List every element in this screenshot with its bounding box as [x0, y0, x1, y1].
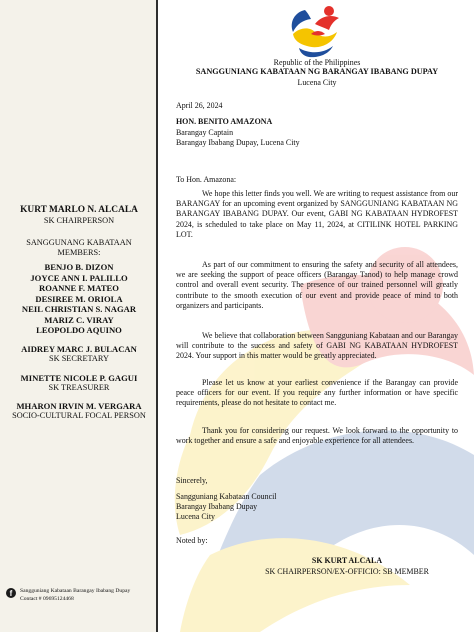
letter-paragraph: We hope this letter finds you well. We are writing to request assistance from our BARANGAY for an upcoming event organized by SANGGUNIANG KABATAAN NG BARANGAY IBABANG DUPAY. Our event, GABI NG KABATAAN HYDROFEST 2024, is scheduled to take place on May 11, 2024, at CITILINK HOTEL PARKING LOT. — [176, 189, 458, 239]
sk-logo — [285, 4, 345, 58]
treasurer-title: SK TREASURER — [48, 383, 110, 393]
member-name: JOYCE ANN I. PALILLO — [30, 272, 128, 283]
recipient-title: Barangay Captain — [176, 128, 234, 137]
member-name: ROANNE F. MATEO — [39, 283, 119, 294]
chairperson-block — [0, 205, 158, 227]
facebook-icon[interactable]: f — [6, 588, 16, 598]
letterhead-city: Lucena City — [297, 78, 337, 87]
member-name: BENJO B. DIZON — [44, 262, 114, 273]
secretary-block — [0, 344, 158, 365]
secretary-title: SK SECRETARY — [49, 354, 109, 364]
facebook-page-link[interactable]: Sangguniang Kabataan Barangay Ibabang Dupay — [20, 588, 131, 594]
member-name: DESIREE M. ORIOLA — [35, 293, 123, 304]
treasurer-name: MINETTE NICOLE P. GAGUI — [20, 373, 138, 383]
letter-paragraph: As part of our commitment to ensuring the safety and security of all attendees, we are seeking the support of peace officers (Barangay Tanod) to help manage crowd control and overall event security. The presence of our trained personnel will greatly contribute to the smooth execution of our event and provide peace of mind to both organizers and participants. — [176, 260, 458, 310]
members-heading-label: MEMBERS: — [57, 248, 101, 258]
recipient-address: Barangay Ibabang Dupay, Lucena City — [176, 138, 300, 147]
chairperson-name: KURT MARLO N. ALCALA — [20, 205, 138, 215]
letter-paragraph: Thank you for considering our request. We look forward to the opportunity to work together and ensure a safe and enjoyable experience for all attendees. — [176, 426, 458, 446]
focal-person-block — [0, 401, 158, 422]
members-block — [0, 238, 158, 336]
noted-by: Noted by: — [176, 536, 208, 545]
council-sidebar — [0, 0, 158, 632]
letter-date: April 26, 2024 — [176, 101, 223, 110]
signatory-name: SK KURT ALCALA — [311, 556, 383, 565]
members-heading: SANGGUNANG KABATAAN — [26, 238, 132, 247]
signatory-title: SK CHAIRPERSON/EX-OFFICIO: SB MEMBER — [265, 567, 429, 576]
treasurer-block — [0, 373, 158, 394]
focal-person-title: SOCIO-CULTURAL FOCAL PERSON — [12, 411, 146, 421]
focal-person-name: MHARON IRVIN M. VERGARA — [16, 401, 142, 411]
signoff-city: Lucena City — [176, 512, 216, 521]
recipient-name: HON. BENITO AMAZONA — [176, 117, 273, 126]
secretary-name: AIDREY MARC J. BULACAN — [21, 344, 137, 354]
chairperson-title: SK CHAIRPERSON — [43, 216, 115, 226]
letterhead-organization: SANGGUNIANG KABATAAN NG BARANGAY IBABANG DUPAY — [195, 67, 439, 76]
closing: Sincerely, — [176, 476, 208, 485]
salutation: To Hon. Amazona: — [176, 175, 237, 184]
contact-number: Contact # 09695124468 — [20, 596, 74, 602]
signoff-org: Sangguniang Kabataan Council — [176, 492, 277, 501]
member-name: MARIZ C. VIRAY — [44, 314, 114, 325]
signoff-barangay: Barangay Ibabang Dupay — [176, 502, 258, 511]
member-name: NEIL CHRISTIAN S. NAGAR — [21, 304, 137, 315]
letter-paragraph: We believe that collaboration between Sangguniang Kabataan and our Barangay will contribute to the success and safety of GABI NG KABATAAN HYDROFEST 2024. Your support in this matter would be greatly appreciated. — [176, 331, 458, 361]
member-name: LEOPOLDO AQUINO — [36, 325, 122, 336]
letter-paragraph: Please let us know at your earliest convenience if the Barangay can provide peace officers for our event. If you require any further information or have specific requirements, please do not hesitate to contact me. — [176, 378, 458, 408]
letterhead-republic: Republic of the Philippines — [273, 58, 361, 67]
